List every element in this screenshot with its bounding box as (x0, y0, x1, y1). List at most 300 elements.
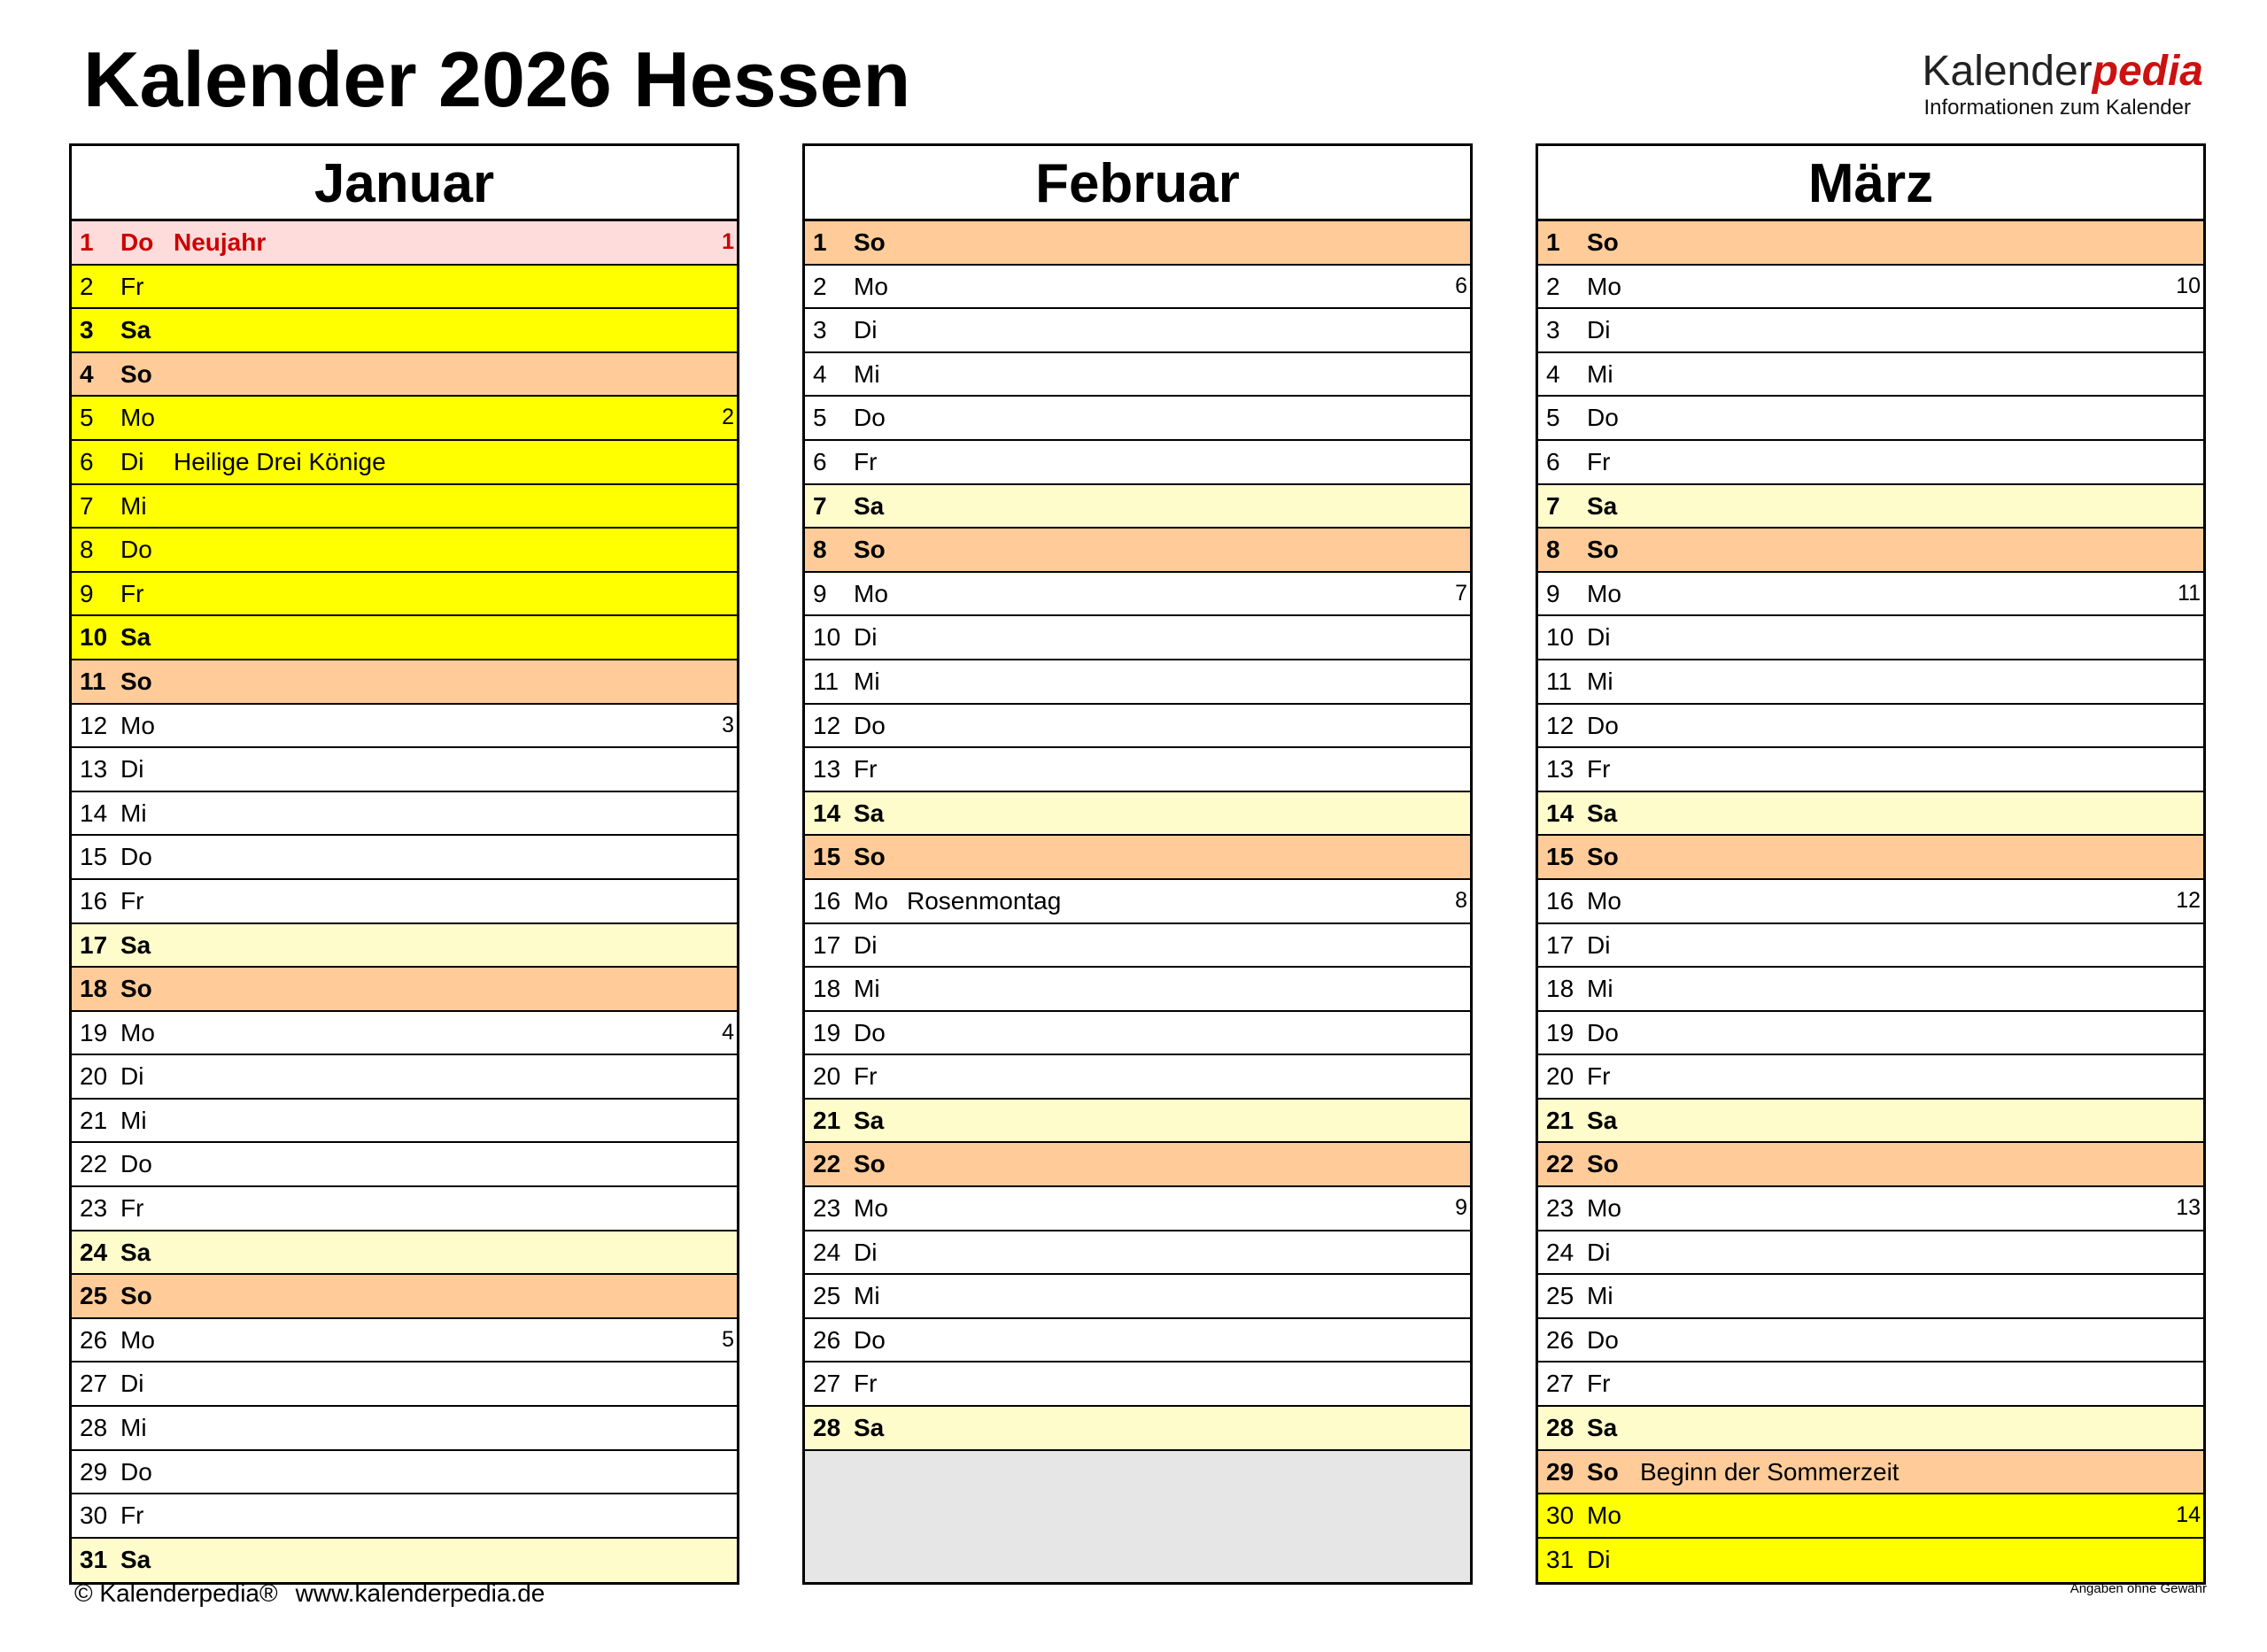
weekday: Fr (854, 1062, 878, 1091)
footer-disclaimer: Angaben ohne Gewähr (2070, 1581, 2207, 1596)
weekday: Fr (1587, 1062, 1611, 1091)
weekday: Mi (120, 799, 147, 827)
weekday: Mo (120, 404, 155, 432)
day-row[interactable] (1538, 1275, 2203, 1319)
day-row[interactable] (805, 1143, 1470, 1187)
day-note: Beginn der Sommerzeit (1640, 1457, 1899, 1486)
weekday: Sa (120, 623, 151, 652)
day-number: 12 (813, 711, 841, 739)
day-number: 2 (80, 272, 94, 300)
weekday: Di (120, 1062, 144, 1091)
day-number: 17 (1546, 930, 1575, 959)
day-number: 30 (1546, 1501, 1575, 1530)
day-row[interactable] (72, 660, 737, 705)
day-number: 5 (80, 404, 94, 432)
day-number: 11 (1546, 667, 1573, 695)
day-row[interactable] (1538, 529, 2203, 573)
day-row[interactable] (805, 221, 1470, 266)
day-number: 26 (813, 1325, 841, 1354)
day-number: 5 (813, 404, 827, 432)
weekday: Sa (120, 1545, 151, 1573)
day-number: 3 (80, 316, 94, 344)
day-row[interactable] (1538, 616, 2203, 660)
day-number: 13 (813, 755, 841, 784)
weekday: Di (854, 316, 878, 344)
day-number: 1 (813, 228, 827, 256)
day-row[interactable] (805, 1363, 1470, 1407)
day-number: 10 (813, 623, 841, 652)
weekday: Fr (854, 1370, 878, 1398)
day-row[interactable] (72, 1363, 737, 1407)
day-row[interactable] (1538, 660, 2203, 705)
day-number: 15 (80, 843, 108, 871)
weekday: Mo (1587, 1194, 1621, 1223)
weekday: Do (854, 711, 886, 739)
day-number: 13 (80, 755, 108, 784)
weekday: Do (120, 1150, 152, 1178)
day-number: 8 (1546, 536, 1560, 564)
day-row[interactable] (72, 1539, 737, 1583)
weekday: Sa (854, 491, 885, 520)
day-row[interactable] (1538, 1494, 2203, 1539)
day-number: 18 (80, 975, 108, 1003)
day-number: 11 (813, 667, 839, 695)
day-number: 27 (1546, 1370, 1575, 1398)
week-number: 6 (1455, 273, 1467, 298)
day-number: 2 (813, 272, 827, 300)
weekday: Mi (120, 491, 147, 520)
day-row[interactable] (72, 1055, 737, 1100)
day-number: 12 (1546, 711, 1575, 739)
day-row[interactable] (72, 616, 737, 660)
week-number: 12 (2176, 887, 2201, 913)
day-number: 4 (1546, 359, 1560, 388)
day-row[interactable] (1538, 266, 2203, 310)
day-row[interactable] (72, 748, 737, 792)
day-list (805, 221, 1470, 1582)
day-row[interactable] (805, 1319, 1470, 1363)
weekday: Fr (854, 447, 878, 475)
weekday: Di (1587, 930, 1611, 959)
day-number: 17 (813, 930, 841, 959)
day-row[interactable] (72, 529, 737, 573)
day-number: 22 (1546, 1150, 1575, 1178)
weekday: Mo (854, 886, 888, 915)
brand-logo[interactable] (1922, 48, 2203, 120)
day-row[interactable] (805, 529, 1470, 573)
day-number: 5 (1546, 404, 1560, 432)
day-row[interactable] (805, 616, 1470, 660)
day-row[interactable] (805, 705, 1470, 749)
day-row[interactable] (72, 705, 737, 749)
weekday: So (1587, 1150, 1619, 1178)
day-row[interactable] (805, 880, 1470, 924)
day-number: 14 (80, 799, 108, 827)
weekday: Di (854, 623, 878, 652)
weekday: Sa (854, 1106, 885, 1134)
day-number: 1 (80, 228, 94, 256)
weekday: Mo (120, 1018, 155, 1046)
weekday: Fr (1587, 447, 1611, 475)
day-number: 18 (813, 975, 841, 1003)
day-number: 9 (1546, 579, 1560, 607)
day-number: 10 (1546, 623, 1575, 652)
weekday: So (854, 228, 886, 256)
week-number: 10 (2176, 273, 2201, 298)
weekday: Do (1587, 1325, 1619, 1354)
day-number: 22 (813, 1150, 841, 1178)
weekday: Mo (1587, 272, 1621, 300)
day-row[interactable] (805, 1012, 1470, 1056)
day-row[interactable] (805, 353, 1470, 398)
day-number: 29 (1546, 1457, 1575, 1486)
weekday: Sa (854, 1414, 885, 1442)
day-number: 14 (1546, 799, 1575, 827)
week-number: 9 (1455, 1195, 1467, 1221)
month-panel-januar (69, 143, 739, 1585)
day-row[interactable] (1538, 221, 2203, 266)
day-number: 7 (813, 491, 827, 520)
day-number: 8 (80, 536, 94, 564)
day-row[interactable] (805, 485, 1470, 529)
day-row[interactable] (1538, 792, 2203, 837)
day-row[interactable] (72, 1275, 737, 1319)
weekday: Do (120, 843, 152, 871)
weekday: Sa (1587, 1106, 1618, 1134)
day-number: 19 (813, 1018, 841, 1046)
weekday: So (120, 359, 152, 388)
day-number: 16 (1546, 886, 1575, 915)
day-number: 23 (813, 1194, 841, 1223)
day-row[interactable] (1538, 1055, 2203, 1100)
weekday: Fr (1587, 1370, 1611, 1398)
weekday: Sa (120, 930, 151, 959)
day-number: 17 (80, 930, 108, 959)
footer-credits (74, 1579, 545, 1608)
weekday: Mi (854, 1282, 880, 1310)
week-number: 7 (1455, 580, 1467, 606)
day-row[interactable] (1538, 748, 2203, 792)
day-row[interactable] (72, 1012, 737, 1056)
weekday: So (1587, 1457, 1619, 1486)
day-row[interactable] (805, 1100, 1470, 1144)
weekday: Mi (854, 359, 880, 388)
day-number: 24 (1546, 1238, 1575, 1266)
day-number: 27 (80, 1370, 108, 1398)
day-number: 15 (1546, 843, 1575, 871)
day-number: 6 (1546, 447, 1560, 475)
day-row[interactable] (1538, 353, 2203, 398)
day-number: 18 (1546, 975, 1575, 1003)
weekday: Mo (1587, 579, 1621, 607)
weekday: So (1587, 228, 1619, 256)
day-number: 14 (813, 799, 841, 827)
day-number: 22 (80, 1150, 108, 1178)
day-row[interactable] (72, 1143, 737, 1187)
day-row[interactable] (805, 266, 1470, 310)
day-number: 24 (813, 1238, 841, 1266)
day-row[interactable] (1538, 1187, 2203, 1231)
day-row[interactable] (1538, 1100, 2203, 1144)
weekday: Di (1587, 1238, 1611, 1266)
weekday: Do (1587, 711, 1619, 739)
weekday: So (854, 1150, 886, 1178)
weekday: So (854, 536, 886, 564)
weekday: Do (854, 1325, 886, 1354)
day-row[interactable] (72, 1319, 737, 1363)
day-row[interactable] (72, 441, 737, 485)
day-row[interactable] (805, 660, 1470, 705)
day-row[interactable] (72, 266, 737, 310)
day-number: 8 (813, 536, 827, 564)
weekday: Mi (1587, 359, 1613, 388)
empty-day-filler (805, 1451, 1470, 1583)
weekday: So (120, 1282, 152, 1310)
weekday: Mi (854, 975, 880, 1003)
weekday: Do (854, 1018, 886, 1046)
day-number: 16 (813, 886, 841, 915)
day-row[interactable] (72, 397, 737, 441)
month-panel-februar (802, 143, 1473, 1585)
day-number: 6 (80, 447, 94, 475)
day-row[interactable] (72, 1100, 737, 1144)
weekday: Di (854, 1238, 878, 1266)
day-row[interactable] (805, 748, 1470, 792)
weekday: Di (120, 447, 144, 475)
weekday: So (120, 975, 152, 1003)
day-row[interactable] (1538, 397, 2203, 441)
day-row[interactable] (1538, 485, 2203, 529)
day-number: 28 (1546, 1414, 1575, 1442)
weekday: Di (1587, 1545, 1611, 1573)
weekday: Di (120, 1370, 144, 1398)
day-number: 6 (813, 447, 827, 475)
day-number: 24 (80, 1238, 108, 1266)
day-row[interactable] (805, 1407, 1470, 1451)
day-row[interactable] (1538, 705, 2203, 749)
day-row[interactable] (805, 1187, 1470, 1231)
day-row[interactable] (805, 309, 1470, 353)
day-number: 10 (80, 623, 108, 652)
weekday: Fr (120, 1501, 144, 1530)
day-number: 7 (1546, 491, 1560, 520)
weekday: Do (120, 536, 152, 564)
day-number: 20 (80, 1062, 108, 1091)
day-row[interactable] (1538, 836, 2203, 880)
day-row[interactable] (805, 924, 1470, 969)
day-row[interactable] (1538, 1231, 2203, 1276)
day-note: Rosenmontag (907, 886, 1062, 915)
day-note: Neujahr (174, 228, 267, 256)
day-row[interactable] (72, 1231, 737, 1276)
weekday: Mi (1587, 1282, 1613, 1310)
weekday: Sa (120, 316, 151, 344)
day-row[interactable] (1538, 1012, 2203, 1056)
logo-wordmark (1922, 48, 2203, 96)
weekday: Mo (120, 1325, 155, 1354)
day-number: 28 (813, 1414, 841, 1442)
weekday: Mi (854, 667, 880, 695)
day-row[interactable] (1538, 309, 2203, 353)
day-list (72, 221, 737, 1582)
day-row[interactable] (1538, 1143, 2203, 1187)
weekday: Mo (854, 272, 888, 300)
weekday: Mo (854, 579, 888, 607)
weekday: Sa (1587, 799, 1618, 827)
weekday: Mo (120, 711, 155, 739)
day-row[interactable] (1538, 1539, 2203, 1583)
weekday: Fr (120, 272, 144, 300)
day-number: 7 (80, 491, 94, 520)
day-row[interactable] (1538, 573, 2203, 617)
weekday: Di (854, 930, 878, 959)
weekday: Mi (1587, 667, 1613, 695)
month-header: Februar (805, 146, 1470, 221)
weekday: Sa (120, 1238, 151, 1266)
day-number: 19 (1546, 1018, 1575, 1046)
day-number: 9 (80, 579, 94, 607)
day-row[interactable] (1538, 1319, 2203, 1363)
day-row[interactable] (72, 1451, 737, 1495)
day-number: 28 (80, 1414, 108, 1442)
day-number: 4 (813, 359, 827, 388)
day-number: 21 (813, 1106, 841, 1134)
day-number: 31 (1546, 1545, 1575, 1573)
day-number: 29 (80, 1457, 108, 1486)
logo-prefix: Kalender (1922, 48, 2093, 95)
day-row[interactable] (72, 353, 737, 398)
day-number: 25 (813, 1282, 841, 1310)
weekday: So (120, 667, 152, 695)
week-number: 2 (722, 405, 734, 430)
week-number: 8 (1455, 887, 1467, 913)
day-row[interactable] (805, 441, 1470, 485)
weekday: Di (1587, 623, 1611, 652)
month-header: Januar (72, 146, 737, 221)
day-row[interactable] (72, 309, 737, 353)
day-row[interactable] (1538, 880, 2203, 924)
day-number: 12 (80, 711, 108, 739)
week-number: 14 (2176, 1502, 2201, 1528)
weekday: Fr (1587, 755, 1611, 784)
day-row[interactable] (72, 1407, 737, 1451)
day-number: 26 (1546, 1325, 1575, 1354)
week-number: 5 (722, 1326, 734, 1352)
day-row[interactable] (805, 573, 1470, 617)
day-number: 1 (1546, 228, 1560, 256)
weekday: Do (120, 228, 154, 256)
day-number: 23 (80, 1194, 108, 1223)
day-row[interactable] (1538, 1363, 2203, 1407)
weekday: Sa (854, 799, 885, 827)
weekday: Sa (1587, 491, 1618, 520)
day-number: 19 (80, 1018, 108, 1046)
day-number: 11 (80, 667, 106, 695)
month-panel-maerz (1536, 143, 2206, 1585)
day-row[interactable] (72, 1187, 737, 1231)
day-number: 30 (80, 1501, 108, 1530)
day-number: 20 (813, 1062, 841, 1091)
day-row[interactable] (1538, 968, 2203, 1012)
day-number: 4 (80, 359, 94, 388)
week-number: 1 (722, 229, 734, 254)
weekday: Do (854, 404, 886, 432)
day-number: 13 (1546, 755, 1575, 784)
weekday: Sa (1587, 1414, 1618, 1442)
week-number: 13 (2176, 1195, 2201, 1221)
day-row[interactable] (72, 968, 737, 1012)
week-number: 4 (722, 1019, 734, 1045)
day-row[interactable] (805, 1275, 1470, 1319)
day-row[interactable] (805, 968, 1470, 1012)
logo-accent: pedia (2092, 48, 2203, 95)
weekday: Mo (1587, 1501, 1621, 1530)
weekday: Do (120, 1457, 152, 1486)
day-row[interactable] (805, 1055, 1470, 1100)
page-title: Kalender 2026 Hessen (83, 35, 911, 123)
weekday: Fr (120, 886, 144, 915)
day-number: 3 (813, 316, 827, 344)
day-row[interactable] (72, 573, 737, 617)
weekday: Fr (120, 1194, 144, 1223)
week-number: 3 (722, 712, 734, 737)
day-number: 3 (1546, 316, 1560, 344)
day-row[interactable] (72, 485, 737, 529)
day-row[interactable] (805, 836, 1470, 880)
weekday: Do (1587, 1018, 1619, 1046)
weekday: Di (1587, 316, 1611, 344)
day-row[interactable] (805, 397, 1470, 441)
weekday: Mo (1587, 886, 1621, 915)
week-number: 11 (2178, 580, 2201, 606)
day-row[interactable] (72, 880, 737, 924)
day-row[interactable] (72, 836, 737, 880)
day-number: 16 (80, 886, 108, 915)
brand-tagline: Informationen zum Kalender (1923, 96, 2191, 120)
day-row[interactable] (1538, 441, 2203, 485)
weekday: Mi (120, 1106, 147, 1134)
day-number: 25 (80, 1282, 108, 1310)
day-row[interactable] (1538, 1451, 2203, 1495)
day-row[interactable] (72, 221, 737, 266)
day-row[interactable] (72, 1494, 737, 1539)
footer-url-link[interactable]: www.kalenderpedia.de (295, 1579, 545, 1607)
day-number: 27 (813, 1370, 841, 1398)
weekday: Fr (120, 579, 144, 607)
day-number: 2 (1546, 272, 1560, 300)
day-number: 9 (813, 579, 827, 607)
weekday: Mi (1587, 975, 1613, 1003)
weekday: So (854, 843, 886, 871)
day-number: 25 (1546, 1282, 1575, 1310)
day-number: 21 (80, 1106, 108, 1134)
day-row[interactable] (1538, 924, 2203, 969)
weekday: Fr (854, 755, 878, 784)
day-number: 21 (1546, 1106, 1575, 1134)
day-row[interactable] (1538, 1407, 2203, 1451)
day-row[interactable] (72, 924, 737, 969)
day-row[interactable] (805, 1231, 1470, 1276)
day-number: 15 (813, 843, 841, 871)
weekday: So (1587, 843, 1619, 871)
day-note: Heilige Drei Könige (174, 447, 386, 475)
month-header: März (1538, 146, 2203, 221)
day-row[interactable] (805, 792, 1470, 837)
day-row[interactable] (72, 792, 737, 837)
day-number: 31 (80, 1545, 108, 1573)
weekday: Mi (120, 1414, 147, 1442)
weekday: Di (120, 755, 144, 784)
